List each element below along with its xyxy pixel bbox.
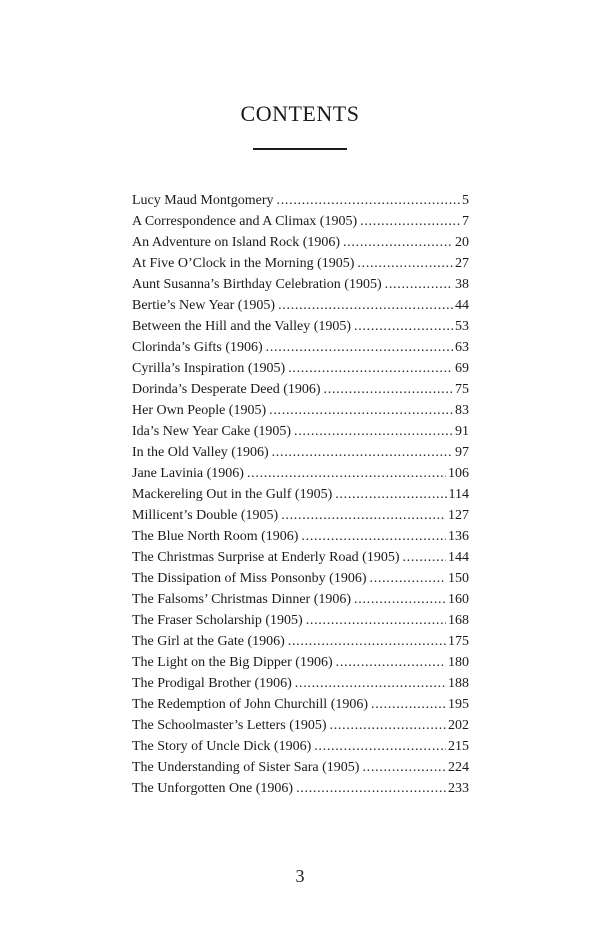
toc-leader <box>362 757 446 778</box>
toc-leader <box>330 715 446 736</box>
toc-entry[interactable] <box>132 526 469 547</box>
toc-entry-title: The Fraser Scholarship (1905) <box>132 613 303 628</box>
toc-entry[interactable] <box>132 400 469 421</box>
toc-entry-page: 63 <box>455 340 469 355</box>
toc-entry-title: The Girl at the Gate (1906) <box>132 634 285 649</box>
toc-entry-title: Between the Hill and the Valley (1905) <box>132 319 352 334</box>
toc-entry-page: 5 <box>462 193 469 208</box>
toc-entry-title: Mackereling Out in the Gulf (1905) <box>132 487 333 502</box>
toc-leader <box>324 379 453 400</box>
toc-entry-title: The Redemption of John Churchill (1906) <box>132 697 369 712</box>
toc-entry-page: 175 <box>448 634 469 649</box>
toc-entry-page: 7 <box>462 214 469 229</box>
page-number: 3 <box>295 866 305 886</box>
toc-leader <box>354 589 446 610</box>
toc-entry-page: 106 <box>448 466 469 481</box>
toc-leader <box>288 631 446 652</box>
toc-entry[interactable] <box>132 694 469 715</box>
toc-entry-page: 202 <box>448 718 469 733</box>
toc-entry-page: 75 <box>455 382 469 397</box>
toc-entry-title: The Blue North Room (1906) <box>132 529 299 544</box>
title-rule <box>253 148 347 150</box>
toc-entry[interactable] <box>132 631 469 652</box>
toc-entry-page: 38 <box>455 277 469 292</box>
toc-entry-title: Aunt Susanna’s Birthday Celebration (1905) <box>132 277 382 292</box>
toc-entry-title: The Schoolmaster’s Letters (1905) <box>132 718 327 733</box>
toc-entry[interactable] <box>132 589 469 610</box>
toc-entry[interactable] <box>132 757 469 778</box>
toc-entry-title: At Five O’Clock in the Morning (1905) <box>132 256 355 271</box>
toc-entry[interactable] <box>132 316 469 337</box>
toc-entry[interactable] <box>132 778 469 799</box>
toc-entry-page: 91 <box>455 424 469 439</box>
toc-entry[interactable] <box>132 505 469 526</box>
toc-leader <box>294 421 453 442</box>
toc-entry[interactable] <box>132 610 469 631</box>
toc-entry-page: 44 <box>455 298 469 313</box>
toc-entry-page: 168 <box>448 613 469 628</box>
toc-entry-title: The Prodigal Brother (1906) <box>132 676 292 691</box>
toc-entry[interactable] <box>132 736 469 757</box>
toc-entry[interactable] <box>132 295 469 316</box>
toc-entry[interactable] <box>132 484 469 505</box>
toc-entry-page: 188 <box>448 676 469 691</box>
toc-leader <box>281 505 446 526</box>
toc-leader <box>296 778 446 799</box>
toc-entry-title: In the Old Valley (1906) <box>132 445 269 460</box>
toc-entry-title: The Dissipation of Miss Ponsonby (1906) <box>132 571 367 586</box>
toc-entry-title: Clorinda’s Gifts (1906) <box>132 340 263 355</box>
toc-entry-title: Dorinda’s Desperate Deed (1906) <box>132 382 321 397</box>
toc-entry-page: 233 <box>448 781 469 796</box>
toc-entry[interactable] <box>132 232 469 253</box>
toc-entry-title: The Light on the Big Dipper (1906) <box>132 655 333 670</box>
toc-entry-page: 69 <box>455 361 469 376</box>
toc-entry-page: 136 <box>448 529 469 544</box>
toc-entry-page: 215 <box>448 739 469 754</box>
toc-entry-title: The Unforgotten One (1906) <box>132 781 294 796</box>
toc-entry[interactable] <box>132 547 469 568</box>
toc-entry-page: 150 <box>448 571 469 586</box>
toc-leader <box>277 190 460 211</box>
toc-entry-title: Jane Lavinia (1906) <box>132 466 244 481</box>
toc-entry-title: Ida’s New Year Cake (1905) <box>132 424 292 439</box>
toc-leader <box>278 295 453 316</box>
toc-leader <box>269 400 453 421</box>
toc-entry[interactable] <box>132 568 469 589</box>
toc-entry-title: A Correspondence and A Climax (1905) <box>132 214 358 229</box>
toc-entry-page: 195 <box>448 697 469 712</box>
toc-leader <box>288 358 453 379</box>
toc-leader <box>266 337 453 358</box>
toc-entry[interactable] <box>132 421 469 442</box>
toc-leader <box>295 673 446 694</box>
toc-entry-title: The Story of Uncle Dick (1906) <box>132 739 312 754</box>
toc-entry[interactable] <box>132 190 469 211</box>
toc-leader <box>371 694 446 715</box>
toc-entry[interactable] <box>132 253 469 274</box>
toc-entry-page: 127 <box>448 508 469 523</box>
toc-entry[interactable] <box>132 211 469 232</box>
toc-leader <box>360 211 460 232</box>
toc-leader <box>247 463 446 484</box>
toc-entry-title: The Christmas Surprise at Enderly Road (1905) <box>132 550 400 565</box>
toc-list <box>132 190 469 799</box>
toc-entry[interactable] <box>132 274 469 295</box>
toc-entry-title: Bertie’s New Year (1905) <box>132 298 276 313</box>
toc-entry[interactable] <box>132 442 469 463</box>
toc-entry[interactable] <box>132 715 469 736</box>
toc-entry-title: Millicent’s Double (1905) <box>132 508 279 523</box>
toc-entry-page: 224 <box>448 760 469 775</box>
toc-leader <box>306 610 446 631</box>
toc-leader <box>343 232 453 253</box>
toc-leader <box>335 484 446 505</box>
toc-entry-title: The Understanding of Sister Sara (1905) <box>132 760 360 775</box>
toc-leader <box>354 316 453 337</box>
toc-entry-page: 53 <box>455 319 469 334</box>
toc-leader <box>301 526 446 547</box>
toc-entry-page: 20 <box>455 235 469 250</box>
toc-entry-title: Cyrilla’s Inspiration (1905) <box>132 361 286 376</box>
toc-entry-page: 83 <box>455 403 469 418</box>
toc-entry[interactable] <box>132 379 469 400</box>
toc-entry-page: 27 <box>455 256 469 271</box>
toc-entry-page: 144 <box>448 550 469 565</box>
toc-entry-page: 114 <box>448 487 469 502</box>
toc-entry[interactable] <box>132 358 469 379</box>
toc-entry[interactable] <box>132 673 469 694</box>
toc-leader <box>403 547 446 568</box>
toc-entry-page: 160 <box>448 592 469 607</box>
toc-leader <box>385 274 453 295</box>
toc-entry-page: 180 <box>448 655 469 670</box>
toc-entry[interactable] <box>132 652 469 673</box>
toc-entry[interactable] <box>132 463 469 484</box>
toc-leader <box>357 253 453 274</box>
toc-entry-title: The Falsoms’ Christmas Dinner (1906) <box>132 592 352 607</box>
toc-leader <box>370 568 447 589</box>
toc-entry-title: An Adventure on Island Rock (1906) <box>132 235 341 250</box>
page-title: CONTENTS <box>240 101 360 126</box>
toc-leader <box>314 736 446 757</box>
toc-entry[interactable] <box>132 337 469 358</box>
toc-entry-page: 97 <box>455 445 469 460</box>
toc-entry-title: Lucy Maud Montgomery <box>132 193 274 208</box>
toc-leader <box>272 442 453 463</box>
toc-entry-title: Her Own People (1905) <box>132 403 267 418</box>
toc-leader <box>336 652 446 673</box>
